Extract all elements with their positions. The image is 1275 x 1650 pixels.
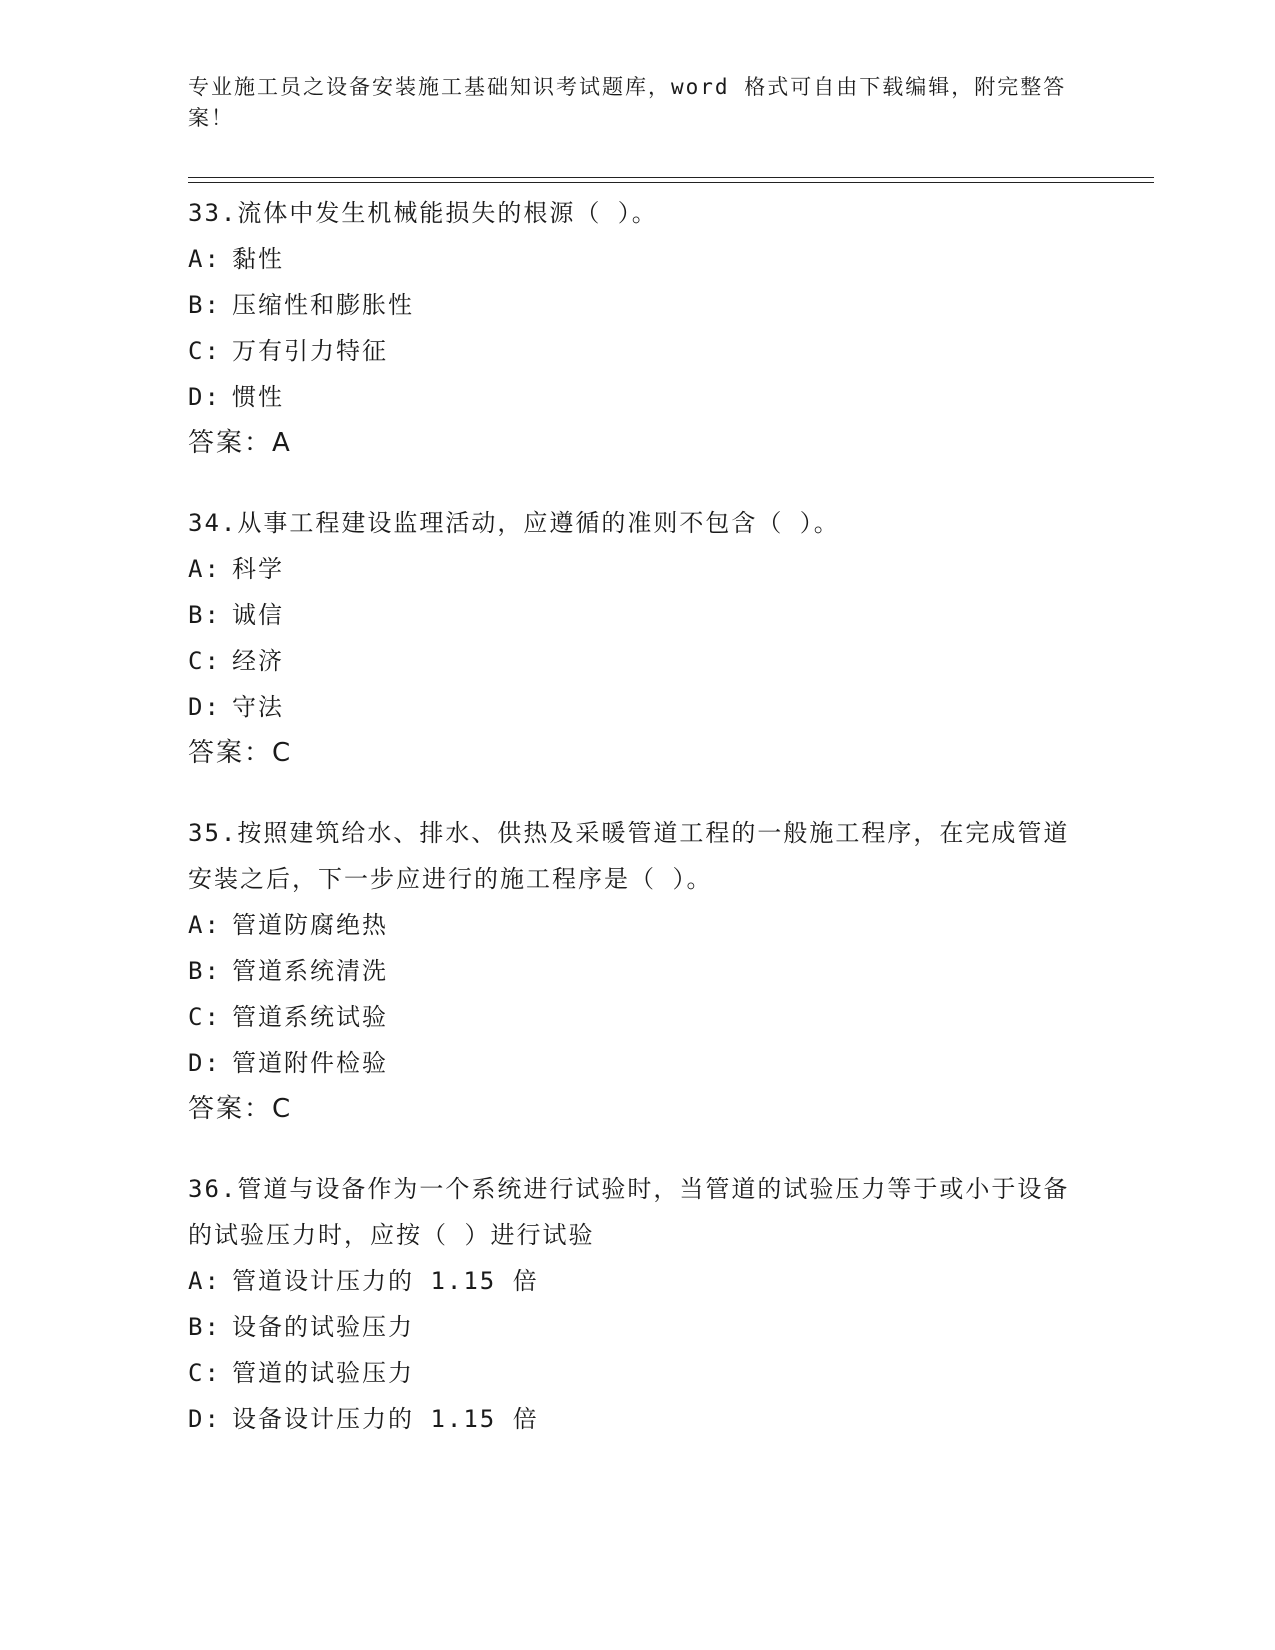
header-divider-bottom xyxy=(188,182,1154,183)
option-c xyxy=(188,328,1088,374)
option-d xyxy=(188,1396,1088,1442)
option-d xyxy=(188,374,1088,420)
option-c xyxy=(188,1350,1088,1396)
option-b xyxy=(188,592,1088,638)
option-a xyxy=(188,902,1088,948)
question-36 xyxy=(188,1166,1088,1442)
question-stem: 36.管道与设备作为一个系统进行试验时，当管道的试验压力等于或小于设备的试验压力时，应按（ ）进行试验 xyxy=(188,1175,1070,1249)
answer-line: 答案：C xyxy=(188,738,293,768)
option-text: 设备设计压力的 1.15 倍 xyxy=(232,1405,539,1433)
option-letter: D: xyxy=(188,1405,221,1433)
option-a xyxy=(188,1258,1088,1304)
option-b xyxy=(188,948,1088,994)
option-letter: B: xyxy=(188,1313,221,1341)
question-35 xyxy=(188,810,1088,1132)
option-letter: D: xyxy=(188,383,221,411)
answer-line: 答案：C xyxy=(188,1094,293,1124)
option-letter: B: xyxy=(188,291,221,319)
option-d xyxy=(188,684,1088,730)
option-letter: C: xyxy=(188,647,221,675)
option-text: 惯性 xyxy=(232,383,284,411)
option-text: 压缩性和膨胀性 xyxy=(232,291,414,319)
option-text: 诚信 xyxy=(232,601,284,629)
option-c xyxy=(188,638,1088,684)
option-letter: B: xyxy=(188,601,221,629)
option-a xyxy=(188,236,1088,282)
option-letter: B: xyxy=(188,957,221,985)
question-34 xyxy=(188,500,1088,776)
option-text: 管道系统试验 xyxy=(232,1003,388,1031)
option-text: 黏性 xyxy=(232,245,284,273)
answer-line: 答案：A xyxy=(188,428,292,458)
option-text: 管道设计压力的 1.15 倍 xyxy=(232,1267,539,1295)
option-text: 经济 xyxy=(232,647,284,675)
option-letter: A: xyxy=(188,245,221,273)
question-list xyxy=(188,190,1088,1476)
option-text: 守法 xyxy=(232,693,284,721)
question-stem: 35.按照建筑给水、排水、供热及采暖管道工程的一般施工程序，在完成管道安装之后，下一步应进行的施工程序是（ ）。 xyxy=(188,819,1070,893)
option-letter: C: xyxy=(188,1003,221,1031)
question-stem: 34.从事工程建设监理活动，应遵循的准则不包含（ ）。 xyxy=(188,509,840,537)
option-b xyxy=(188,282,1088,328)
option-text: 万有引力特征 xyxy=(232,337,388,365)
option-text: 管道附件检验 xyxy=(232,1049,388,1077)
option-letter: D: xyxy=(188,1049,221,1077)
header-divider-top xyxy=(188,177,1154,178)
question-33 xyxy=(188,190,1088,466)
option-letter: A: xyxy=(188,911,221,939)
option-a xyxy=(188,546,1088,592)
option-letter: D: xyxy=(188,693,221,721)
option-text: 管道的试验压力 xyxy=(232,1359,414,1387)
question-stem: 33.流体中发生机械能损失的根源（ ）。 xyxy=(188,199,658,227)
option-letter: A: xyxy=(188,1267,221,1295)
document-header: 专业施工员之设备安装施工基础知识考试题库，word 格式可自由下载编辑，附完整答案！ xyxy=(188,75,1067,130)
option-letter: C: xyxy=(188,1359,221,1387)
option-letter: A: xyxy=(188,555,221,583)
option-text: 管道防腐绝热 xyxy=(232,911,388,939)
option-letter: C: xyxy=(188,337,221,365)
option-text: 科学 xyxy=(232,555,284,583)
option-c xyxy=(188,994,1088,1040)
option-text: 设备的试验压力 xyxy=(232,1313,414,1341)
option-d xyxy=(188,1040,1088,1086)
option-b xyxy=(188,1304,1088,1350)
option-text: 管道系统清洗 xyxy=(232,957,388,985)
